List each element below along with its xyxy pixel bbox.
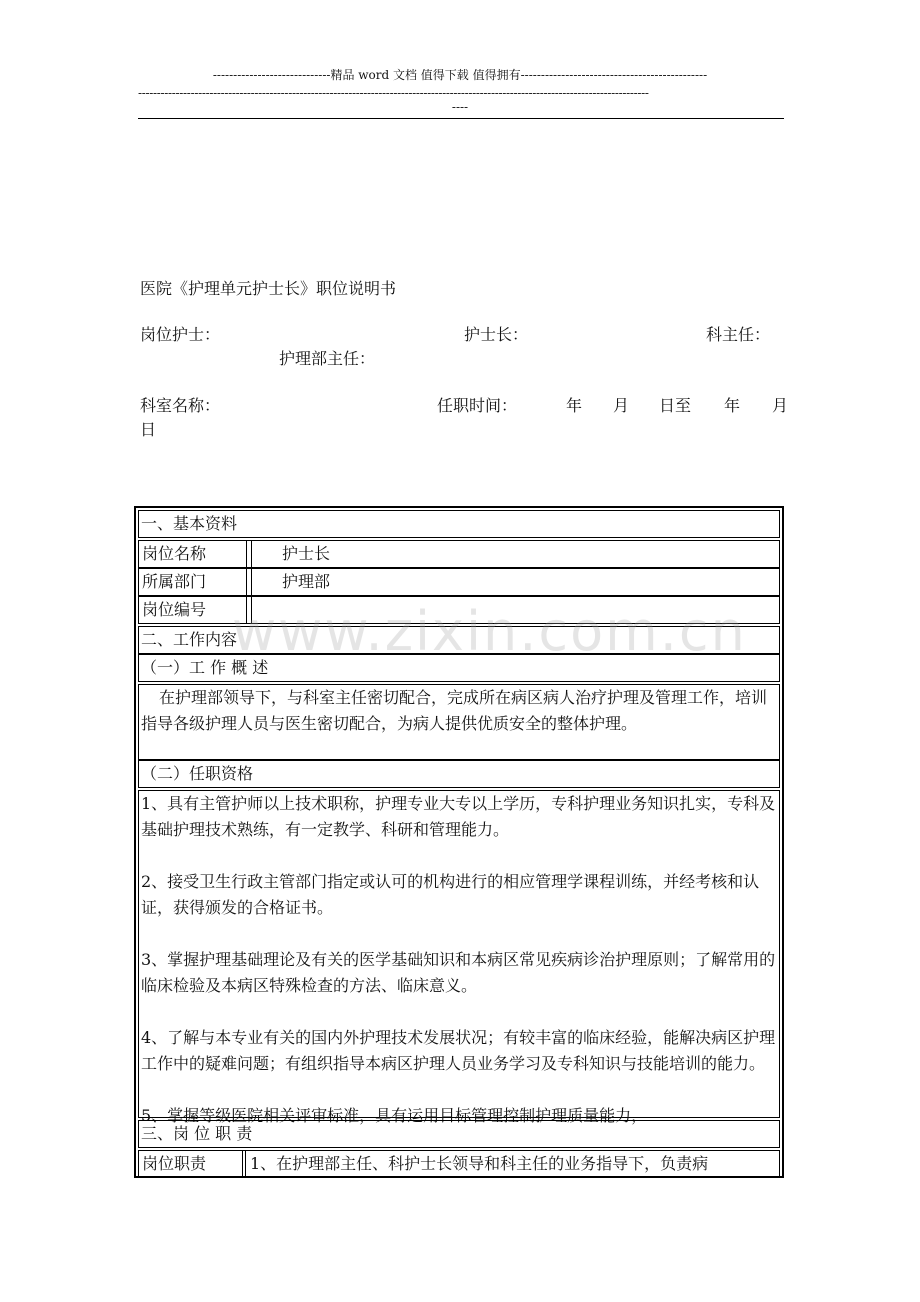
table-row-position-code (138, 596, 780, 624)
term-day-2: 日 (140, 420, 157, 439)
section-work-content: 二、工作内容 (138, 626, 780, 654)
table-row-duties (138, 1150, 780, 1178)
position-code-value (251, 596, 780, 624)
table-row-position-name (138, 540, 780, 568)
duties-label: 岗位职责 (139, 1151, 243, 1178)
department-value: 护理部 (251, 568, 780, 596)
table-row-department (138, 568, 780, 596)
header-dash-tail: ---- (451, 100, 469, 114)
term-year-2: 年 (724, 396, 741, 415)
position-name-value: 护士长 (251, 540, 780, 568)
sign-nurse-label: 岗位护士： (140, 325, 221, 344)
term-month-2: 月 (772, 396, 789, 415)
position-name-label: 岗位名称 (139, 541, 247, 567)
qualification-item: 4、了解与本专业有关的国内外护理技术发展状况；有较丰富的临床经验，能解决病区护理工作中的疑难问题；有组织指导本病区护理人员业务学习及专科知识与技能培训的能力。 (141, 1028, 776, 1073)
section-duties: 三、岗 位 职 责 (138, 1120, 780, 1148)
qualification-item: 1、具有主管护师以上技术职称，护理专业大专以上学历，专科护理业务知识扎实，专科及基础护理技术熟练，有一定教学、科研和管理能力。 (141, 794, 776, 839)
term-label: 任职时间： (437, 396, 518, 415)
sign-head-nurse-label: 护士长： (464, 325, 529, 344)
duties-text: 1、在护理部主任、科护士长领导和科主任的业务指导下，负责病 (245, 1150, 780, 1178)
qualification-item: 3、掌握护理基础理论及有关的医学基础知识和本病区常见疾病诊治护理原则；了解常用的临床检验及本病区特殊检查的方法、临床意义。 (141, 950, 776, 995)
header-banner: -----------------------------精品 word 文档 值得下载 值得拥有---------------------------------------------- (212, 68, 708, 82)
section-basic-info: 一、基本资料 (138, 510, 780, 538)
department-label: 所属部门 (139, 569, 247, 595)
header-dash-line: ---------------------------------------------------------------------------------------------------------------------------------------- (138, 86, 649, 100)
qualification-item: 2、接受卫生行政主管部门指定或认可的机构进行的相应管理学课程训练，并经考核和认证，获得颁发的合格证书。 (141, 872, 760, 917)
subsection-qualifications: （二）任职资格 (138, 760, 780, 788)
subsection-overview: （一）工 作 概 述 (138, 654, 780, 682)
watermark-text: www.zixin.com.cn (232, 600, 747, 663)
overview-text: 在护理部领导下，与科室主任密切配合，完成所在病区病人治疗护理及管理工作，培训指导各级护理人员与医生密切配合，为病人提供优质安全的整体护理。 (138, 684, 780, 760)
term-month-1: 月 (613, 396, 630, 415)
document-title: 医院《护理单元护士长》职位说明书 (140, 279, 397, 298)
job-description-table (134, 506, 784, 1178)
term-day-to: 日至 (659, 396, 692, 415)
term-year-1: 年 (566, 396, 583, 415)
qualifications-block (138, 790, 780, 1125)
sign-nursing-dept-director-label: 护理部主任： (279, 349, 376, 368)
position-code-label: 岗位编号 (139, 597, 247, 623)
qualification-item: 5、掌握等级医院相关评审标准，具有运用目标管理控制护理质量能力， (141, 1106, 648, 1125)
header-rule (138, 118, 784, 119)
sign-director-label: 科主任： (706, 325, 771, 344)
dept-name-label: 科室名称： (140, 396, 221, 415)
